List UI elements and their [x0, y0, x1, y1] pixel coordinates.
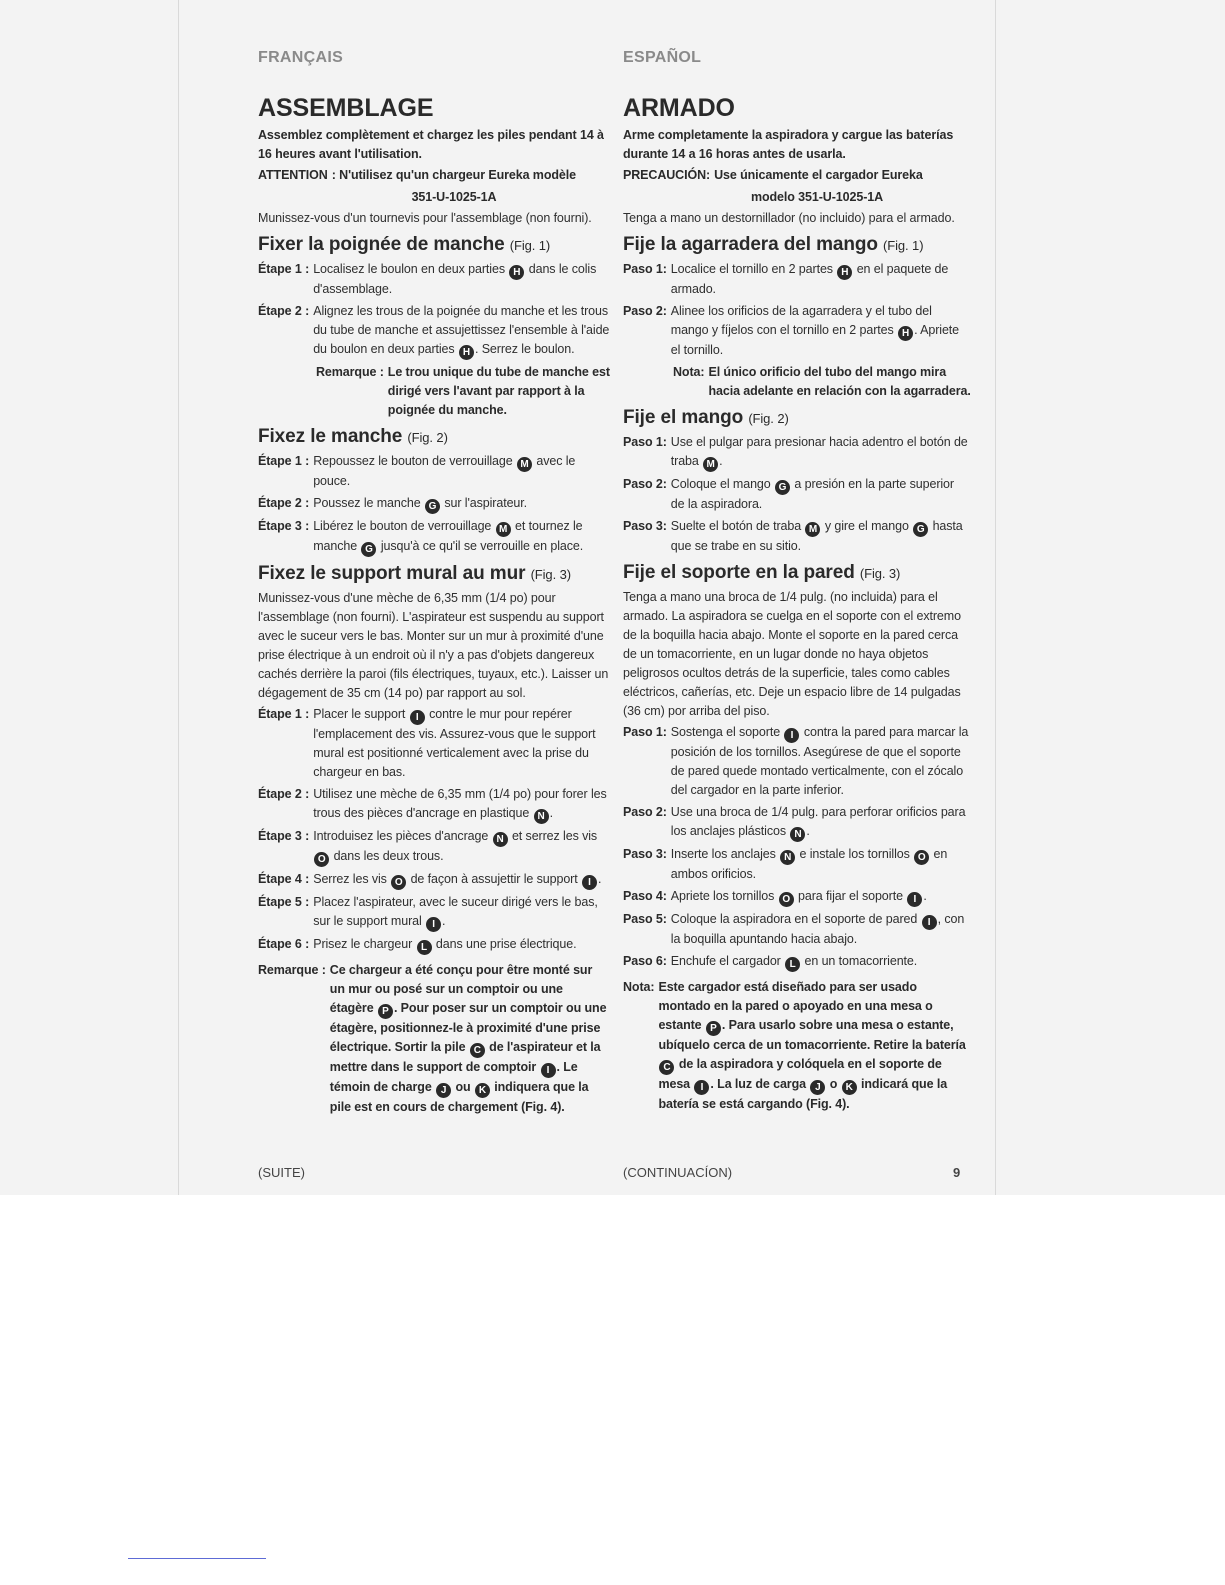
part-marker-icon: K	[475, 1083, 490, 1098]
charger-model: modelo 351-U-1025-1A	[750, 190, 884, 204]
bottom-rule	[128, 1558, 266, 1559]
column-french	[258, 48, 610, 1120]
attention-text: : N'utilisez qu'un chargeur Eureka modèle	[331, 168, 576, 182]
step-item: Étape 1 : Localisez le boulon en deux parties H dans le colis d'assemblage.	[258, 262, 597, 296]
section-title: ARMADO	[623, 94, 735, 122]
wall-mount-intro: Tenga a mano una broca de 1/4 pulg. (no incluida) para el armado. La aspiradora se cuelga en el soporte con el extremo de la boquilla hacia abajo. Monte el soporte en la pared cerca de un tomacorriente, en un lugar donde no haya objetos peligrosos ocultos detrás de la superficie, tales como cables eléctricos, cañerías, etc. Deje un espacio libre de 14 pulgadas (36 cm) por arriba del piso.	[623, 590, 961, 718]
language-label: FRANÇAIS	[258, 49, 344, 66]
step-item: Paso 4: Apriete los tornillos O para fijar el soporte I .	[623, 889, 927, 905]
part-marker-icon: L	[417, 940, 432, 955]
part-marker-icon: G	[425, 499, 440, 514]
remark-note: Nota: El único orificio del tubo del mango mira hacia adelante en relación con la agarradera.	[673, 365, 971, 398]
step-item: Paso 1: Localice el tornillo en 2 partes H en el paquete de armado.	[623, 262, 949, 296]
intro-text: Arme completamente la aspiradora y cargue las baterías durante 14 a 16 horas antes de usarla.	[623, 128, 954, 161]
subsection-title: Fije el soporte en la pared (Fig. 3)	[623, 562, 901, 583]
part-marker-icon: N	[780, 850, 795, 865]
remark-note: Nota: Este cargador está diseñado para ser usado montado en la pared o apoyado en una mesa o estante P . Para usarlo sobre una mesa o estante, ubíquelo cerca de un tomacorriente. Retire la batería C de la aspiradora y colóquela en el soporte de mesa I . La luz de carga J o K indicará que la batería se está cargando (Fig. 4).	[623, 980, 966, 1111]
part-marker-icon: L	[785, 957, 800, 972]
footer-continued-fr: (SUITE)	[258, 1165, 305, 1180]
step-item: Paso 1: Sostenga el soporte I contra la pared para marcar la posición de los tornillos. Asegúrese de que el soporte de pared quede montado verticalmente, con el zócalo del cargador en la parte inferior.	[623, 725, 969, 797]
subsection-title: Fije el mango (Fig. 2)	[623, 407, 789, 428]
step-item: Paso 2: Use una broca de 1/4 pulg. para perforar orificios para los anclajes plásticos N .	[623, 805, 966, 840]
part-marker-icon: H	[459, 345, 474, 360]
part-marker-icon: N	[493, 832, 508, 847]
step-item: Étape 1 : Repoussez le bouton de verrouillage M avec le pouce.	[258, 454, 576, 488]
step-item: Étape 5 : Placez l'aspirateur, avec le suceur dirigé vers le bas, sur le support mural I .	[258, 895, 598, 930]
language-label: ESPAÑOL	[623, 49, 702, 66]
part-marker-icon: I	[410, 710, 425, 725]
part-marker-icon: I	[907, 892, 922, 907]
part-marker-icon: M	[517, 457, 532, 472]
subsection-title: Fije la agarradera del mango (Fig. 1)	[623, 234, 924, 255]
part-marker-icon: O	[391, 875, 406, 890]
section-title: ASSEMBLAGE	[258, 94, 434, 122]
page-margin-line-left	[178, 0, 179, 1195]
remark-note: Remarque : Le trou unique du tube de manche est dirigé vers l'avant par rapport à la poignée du manche.	[316, 365, 610, 417]
step-item: Étape 3 : Introduisez les pièces d'ancrage N et serrez les vis O dans les deux trous.	[258, 829, 598, 865]
part-marker-icon: I	[922, 915, 937, 930]
remark-note: Remarque : Ce chargeur a été conçu pour être monté sur un mur ou posé sur un comptoir ou une étagère P . Pour poser sur un comptoir ou une étagère, positionnez-le à proximité d'une prise électrique. Sortir la pile C de l'aspirateur et la mettre dans le support de comptoir I . Le témoin de charge J ou K indiquera que la pile est en cours de chargement (Fig. 4).	[258, 963, 607, 1114]
part-marker-icon: K	[842, 1080, 857, 1095]
tool-note: Munissez-vous d'un tournevis pour l'assemblage (non fourni).	[258, 211, 592, 225]
part-marker-icon: M	[496, 522, 511, 537]
part-marker-icon: P	[706, 1021, 721, 1036]
attention-label: ATTENTION	[258, 168, 328, 182]
page-margin-line-right	[995, 0, 996, 1195]
charger-model: 351-U-1025-1A	[411, 190, 497, 204]
part-marker-icon: H	[837, 265, 852, 280]
part-marker-icon: H	[898, 326, 913, 341]
part-marker-icon: P	[378, 1004, 393, 1019]
step-item: Étape 2 : Utilisez une mèche de 6,35 mm (1/4 po) pour forer les trous des pièces d'ancrage en plastique N .	[258, 787, 607, 822]
part-marker-icon: I	[784, 728, 799, 743]
part-marker-icon: I	[582, 875, 597, 890]
part-marker-icon: J	[436, 1083, 451, 1098]
part-marker-icon: G	[775, 480, 790, 495]
wall-mount-intro: Munissez-vous d'une mèche de 6,35 mm (1/4 po) pour l'assemblage (non fourni). L'aspirateur est suspendu au support avec le suceur vers le bas. Monter sur un mur à proximité d'une prise électrique à un endroit où il n'y a pas d'objets dangereux cachés derrière la paroi (fils électriques, tuyaux, etc.). Laisser un dégagement de 35 cm (14 po) par rapport au sol.	[258, 591, 609, 700]
step-item: Étape 2 : Poussez le manche G sur l'aspirateur.	[258, 496, 528, 512]
part-marker-icon: C	[659, 1060, 674, 1075]
part-marker-icon: O	[314, 852, 329, 867]
part-marker-icon: O	[779, 892, 794, 907]
part-marker-icon: G	[913, 522, 928, 537]
page-number: 9	[953, 1165, 961, 1180]
step-item: Paso 1: Use el pulgar para presionar hacia adentro el botón de traba M .	[623, 435, 968, 470]
step-item: Étape 2 : Alignez les trous de la poignée du manche et les trous du tube de manche et assujettissez l'ensemble à l'aide du boulon en deux parties H . Serrez le boulon.	[258, 304, 610, 358]
footer-continued-es: (CONTINUACÍON)	[623, 1165, 733, 1180]
part-marker-icon: J	[810, 1080, 825, 1095]
step-item: Paso 5: Coloque la aspiradora en el soporte de pared I , con la boquilla apuntando hacia abajo.	[623, 912, 965, 946]
attention-label: PRECAUCIÓN:	[623, 168, 711, 182]
step-item: Paso 3: Inserte los anclajes N e instale los tornillos O en ambos orificios.	[623, 847, 948, 881]
step-item: Paso 2: Coloque el mango G a presión en la parte superior de la aspiradora.	[623, 477, 954, 511]
part-marker-icon: N	[790, 827, 805, 842]
step-item: Étape 6 : Prisez le chargeur L dans une prise électrique.	[258, 937, 577, 953]
part-marker-icon: H	[509, 265, 524, 280]
step-item: Étape 4 : Serrez les vis O de façon à assujettir le support I .	[258, 872, 602, 888]
step-item: Paso 6: Enchufe el cargador L en un tomacorriente.	[623, 954, 918, 970]
tool-note: Tenga a mano un destornillador (no incluido) para el armado.	[623, 211, 955, 225]
step-item: Paso 2: Alinee los orificios de la agarradera y el tubo del mango y fíjelos con el tornillo en 2 partes H . Apriete el tornillo.	[623, 304, 960, 357]
part-marker-icon: G	[361, 542, 376, 557]
column-spanish	[623, 48, 971, 1117]
step-item: Paso 3: Suelte el botón de traba M y gire el mango G hasta que se trabe en su sitio.	[623, 519, 963, 553]
attention-note	[623, 166, 971, 185]
attention-text: Use únicamente el cargador Eureka	[714, 168, 923, 182]
part-marker-icon: I	[541, 1063, 556, 1078]
step-item: Étape 3 : Libérez le bouton de verrouillage M et tournez le manche G jusqu'à ce qu'il se verrouille en place.	[258, 519, 584, 555]
part-marker-icon: I	[426, 917, 441, 932]
step-item: Étape 1 : Placer le support I contre le mur pour repérer l'emplacement des vis. Assurez-vous que le support mural est positionné verticalement avec la prise du chargeur en bas.	[258, 707, 596, 779]
subsection-title: Fixez le support mural au mur (Fig. 3)	[258, 563, 571, 584]
subsection-title: Fixez le manche (Fig. 2)	[258, 426, 448, 447]
attention-note	[258, 166, 610, 185]
part-marker-icon: O	[914, 850, 929, 865]
part-marker-icon: M	[703, 457, 718, 472]
intro-text: Assemblez complètement et chargez les piles pendant 14 à 16 heures avant l'utilisation.	[258, 128, 604, 161]
part-marker-icon: C	[470, 1043, 485, 1058]
part-marker-icon: I	[694, 1080, 709, 1095]
part-marker-icon: N	[534, 809, 549, 824]
part-marker-icon: M	[805, 522, 820, 537]
subsection-title: Fixer la poignée de manche (Fig. 1)	[258, 234, 551, 255]
